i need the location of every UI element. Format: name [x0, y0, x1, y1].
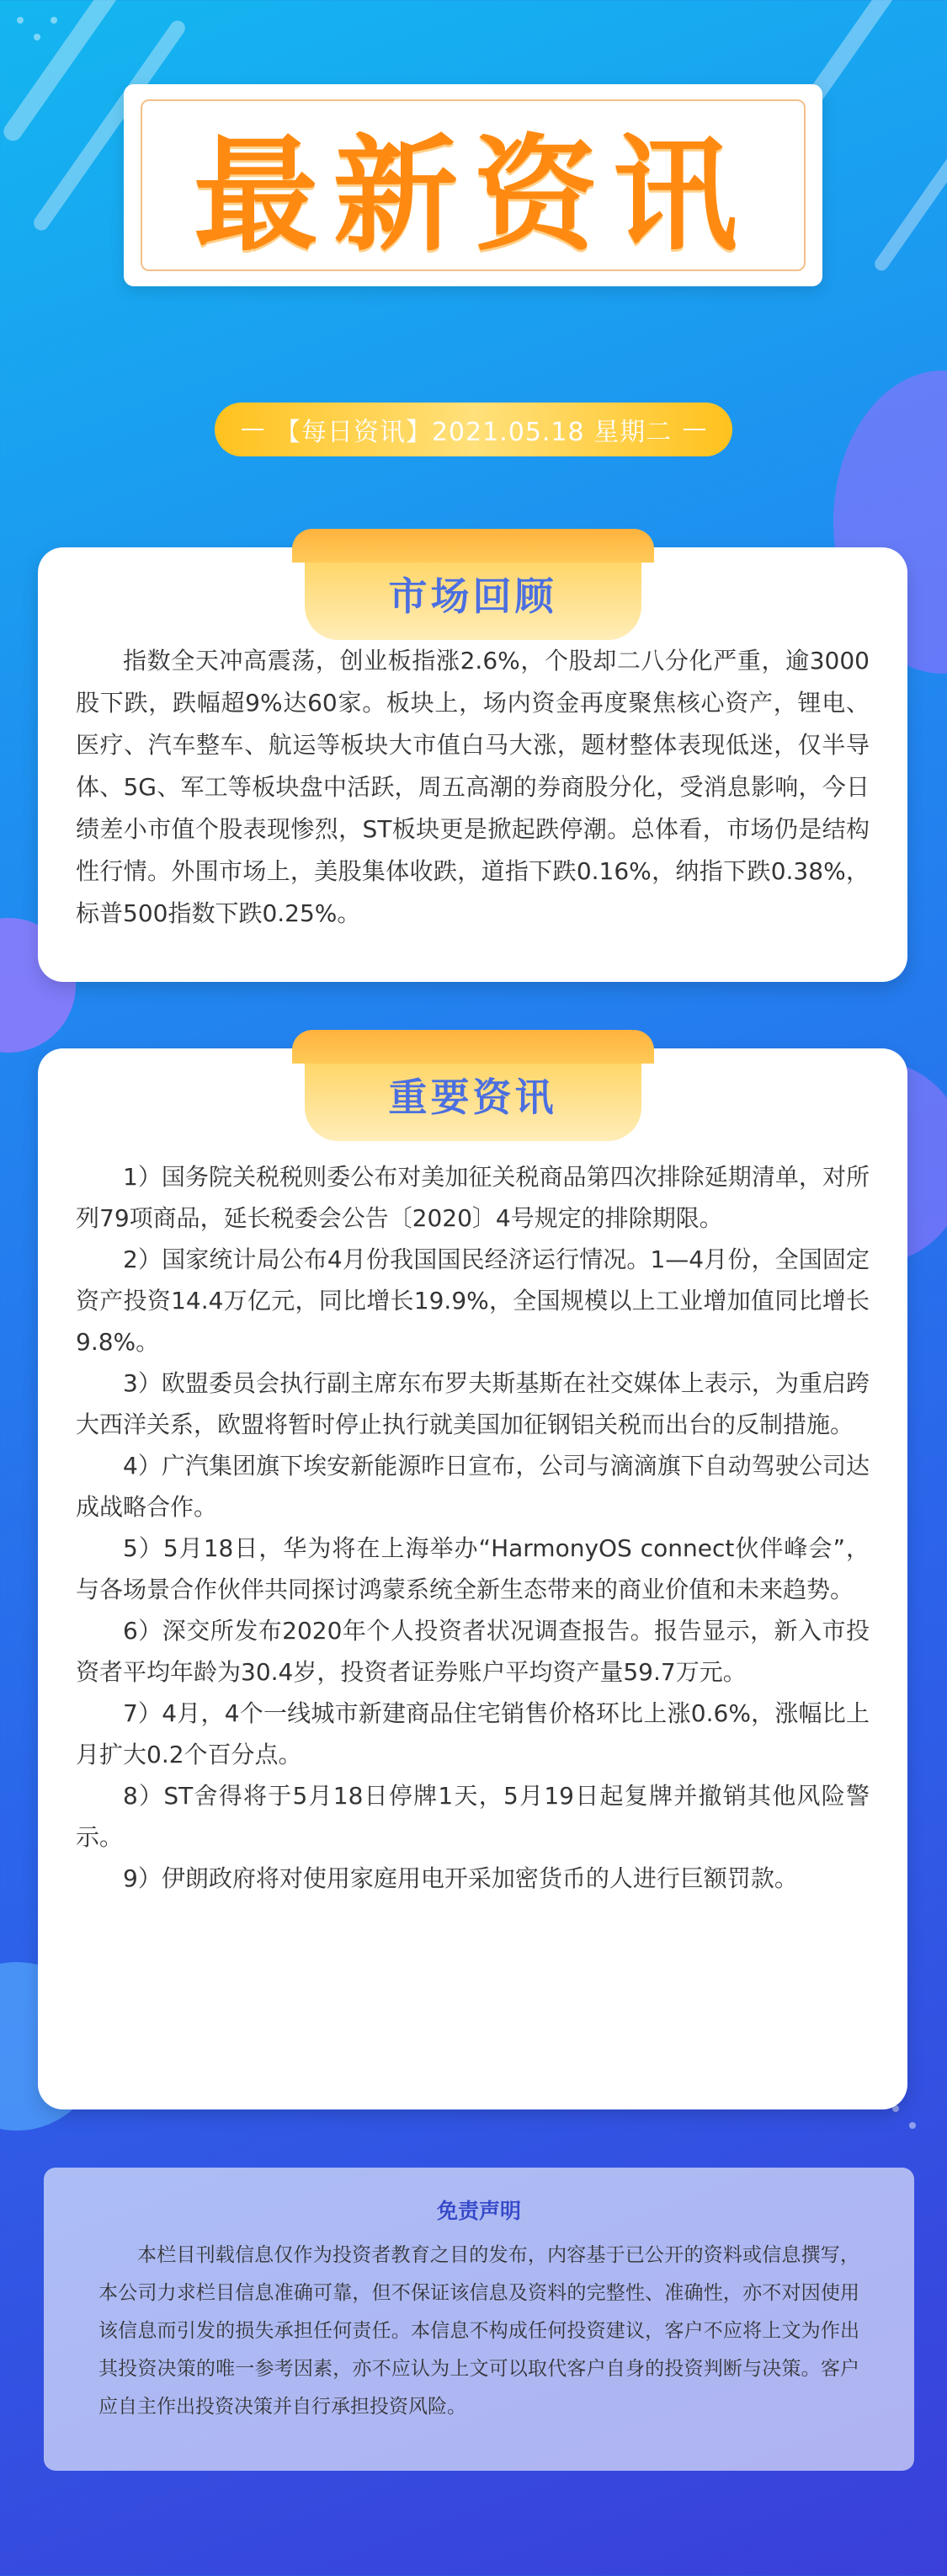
- list-item: 9）伊朗政府将对使用家庭用电开采加密货币的人进行巨额罚款。: [123, 1864, 798, 1892]
- disclaimer-body: 本栏目刊载信息仅作为投资者教育之目的发布，内容基于已公开的资料或信息撰写，本公司力求栏目信息准确可靠，但不保证该信息及资料的完整性、准确性，亦不对因使用该信息而引发的损失承担任何责任。本信息不构成任何投资建议，客户不应将上文为作出其投资决策的唯一参考因素，亦不应认为上文可以取代客户自身的投资判断与决策。客户应自主作出投资决策并自行承担投资风险。: [98, 2244, 859, 2418]
- list-item: 3）欧盟委员会执行副主席东布罗夫斯基斯在社交媒体上表示，为重启跨大西洋关系，欧盟将暂时停止执行就美国加征钢铝关税而出台的反制措施。: [76, 1369, 870, 1438]
- list-item: 7）4月，4个一线城市新建商品住宅销售价格环比上涨0.6%，涨幅比上月扩大0.2个百分点。: [76, 1699, 870, 1768]
- market-review-card: [38, 547, 907, 982]
- decor-dot: [51, 17, 57, 24]
- date-pill: [215, 403, 732, 456]
- decor-dot: [17, 17, 24, 24]
- pill-dash-right: [684, 429, 705, 430]
- list-item: 4）广汽集团旗下埃安新能源昨日宣布，公司与滴滴旗下自动驾驶公司达成战略合作。: [76, 1452, 870, 1521]
- decor-dot: [909, 2122, 916, 2129]
- disclaimer-title: 免责声明: [436, 2199, 521, 2223]
- market-review-body: 指数全天冲高震荡，创业板指涨2.6%，个股却二八分化严重，逾3000股下跌，跌幅超9%达60家。板块上，场内资金再度聚焦核心资产，锂电、医疗、汽车整车、航运等板块大市值白马大涨，题材整体表现低迷，仅半导体、5G、军工等板块盘中活跃，周五高潮的券商股分化，受消息影响，今日绩差小市值个股表现惨烈，ST板块更是掀起跌停潮。总体看，市场仍是结构性行情。外围市场上，美股集体收跌，道指下跌0.16%，纳指下跌0.38%，标普500指数下跌0.25%。: [76, 647, 870, 927]
- news-list: [76, 1156, 870, 1899]
- section-tab: [305, 547, 641, 640]
- page-title: 最新资讯: [194, 123, 753, 268]
- title-frame: [141, 99, 806, 271]
- section-tab-ear: [292, 529, 654, 563]
- section-heading: 重要资讯: [388, 1075, 557, 1120]
- section-heading: 市场回顾: [388, 573, 557, 619]
- list-item: 1）国务院关税税则委公布对美加征关税商品第四次排除延期清单，对所列79项商品，延长税委会公告〔2020〕4号规定的排除期限。: [76, 1163, 870, 1232]
- list-item: 8）ST舍得将于5月18日停牌1天，5月19日起复牌并撤销其他风险警示。: [76, 1782, 870, 1851]
- list-item: 6）深交所发布2020年个人投资者状况调查报告。报告显示，新入市投资者平均年龄为30.4岁，投资者证券账户平均资产量59.7万元。: [76, 1617, 870, 1686]
- decor-dot: [34, 34, 40, 40]
- decor-stripe: [872, 127, 947, 273]
- list-item: 5）5月18日，华为将在上海举办“HarmonyOS connect伙伴峰会”，与各场景合作伙伴共同探讨鸿蒙系统全新生态带来的商业价值和未来趋势。: [76, 1534, 870, 1603]
- important-news-card: [38, 1048, 907, 2109]
- section-tab: [305, 1048, 641, 1141]
- title-box: [124, 84, 822, 286]
- pill-dash-left: [242, 429, 263, 430]
- disclaimer-box: [44, 2168, 914, 2471]
- date-line: 【每日资讯】2021.05.18 星期二: [274, 418, 673, 447]
- section-tab-ear: [292, 1030, 654, 1064]
- list-item: 2）国家统计局公布4月份我国国民经济运行情况。1—4月份，全国固定资产投资14.4万亿元，同比增长19.9%，全国规模以上工业增加值同比增长9.8%。: [76, 1245, 870, 1356]
